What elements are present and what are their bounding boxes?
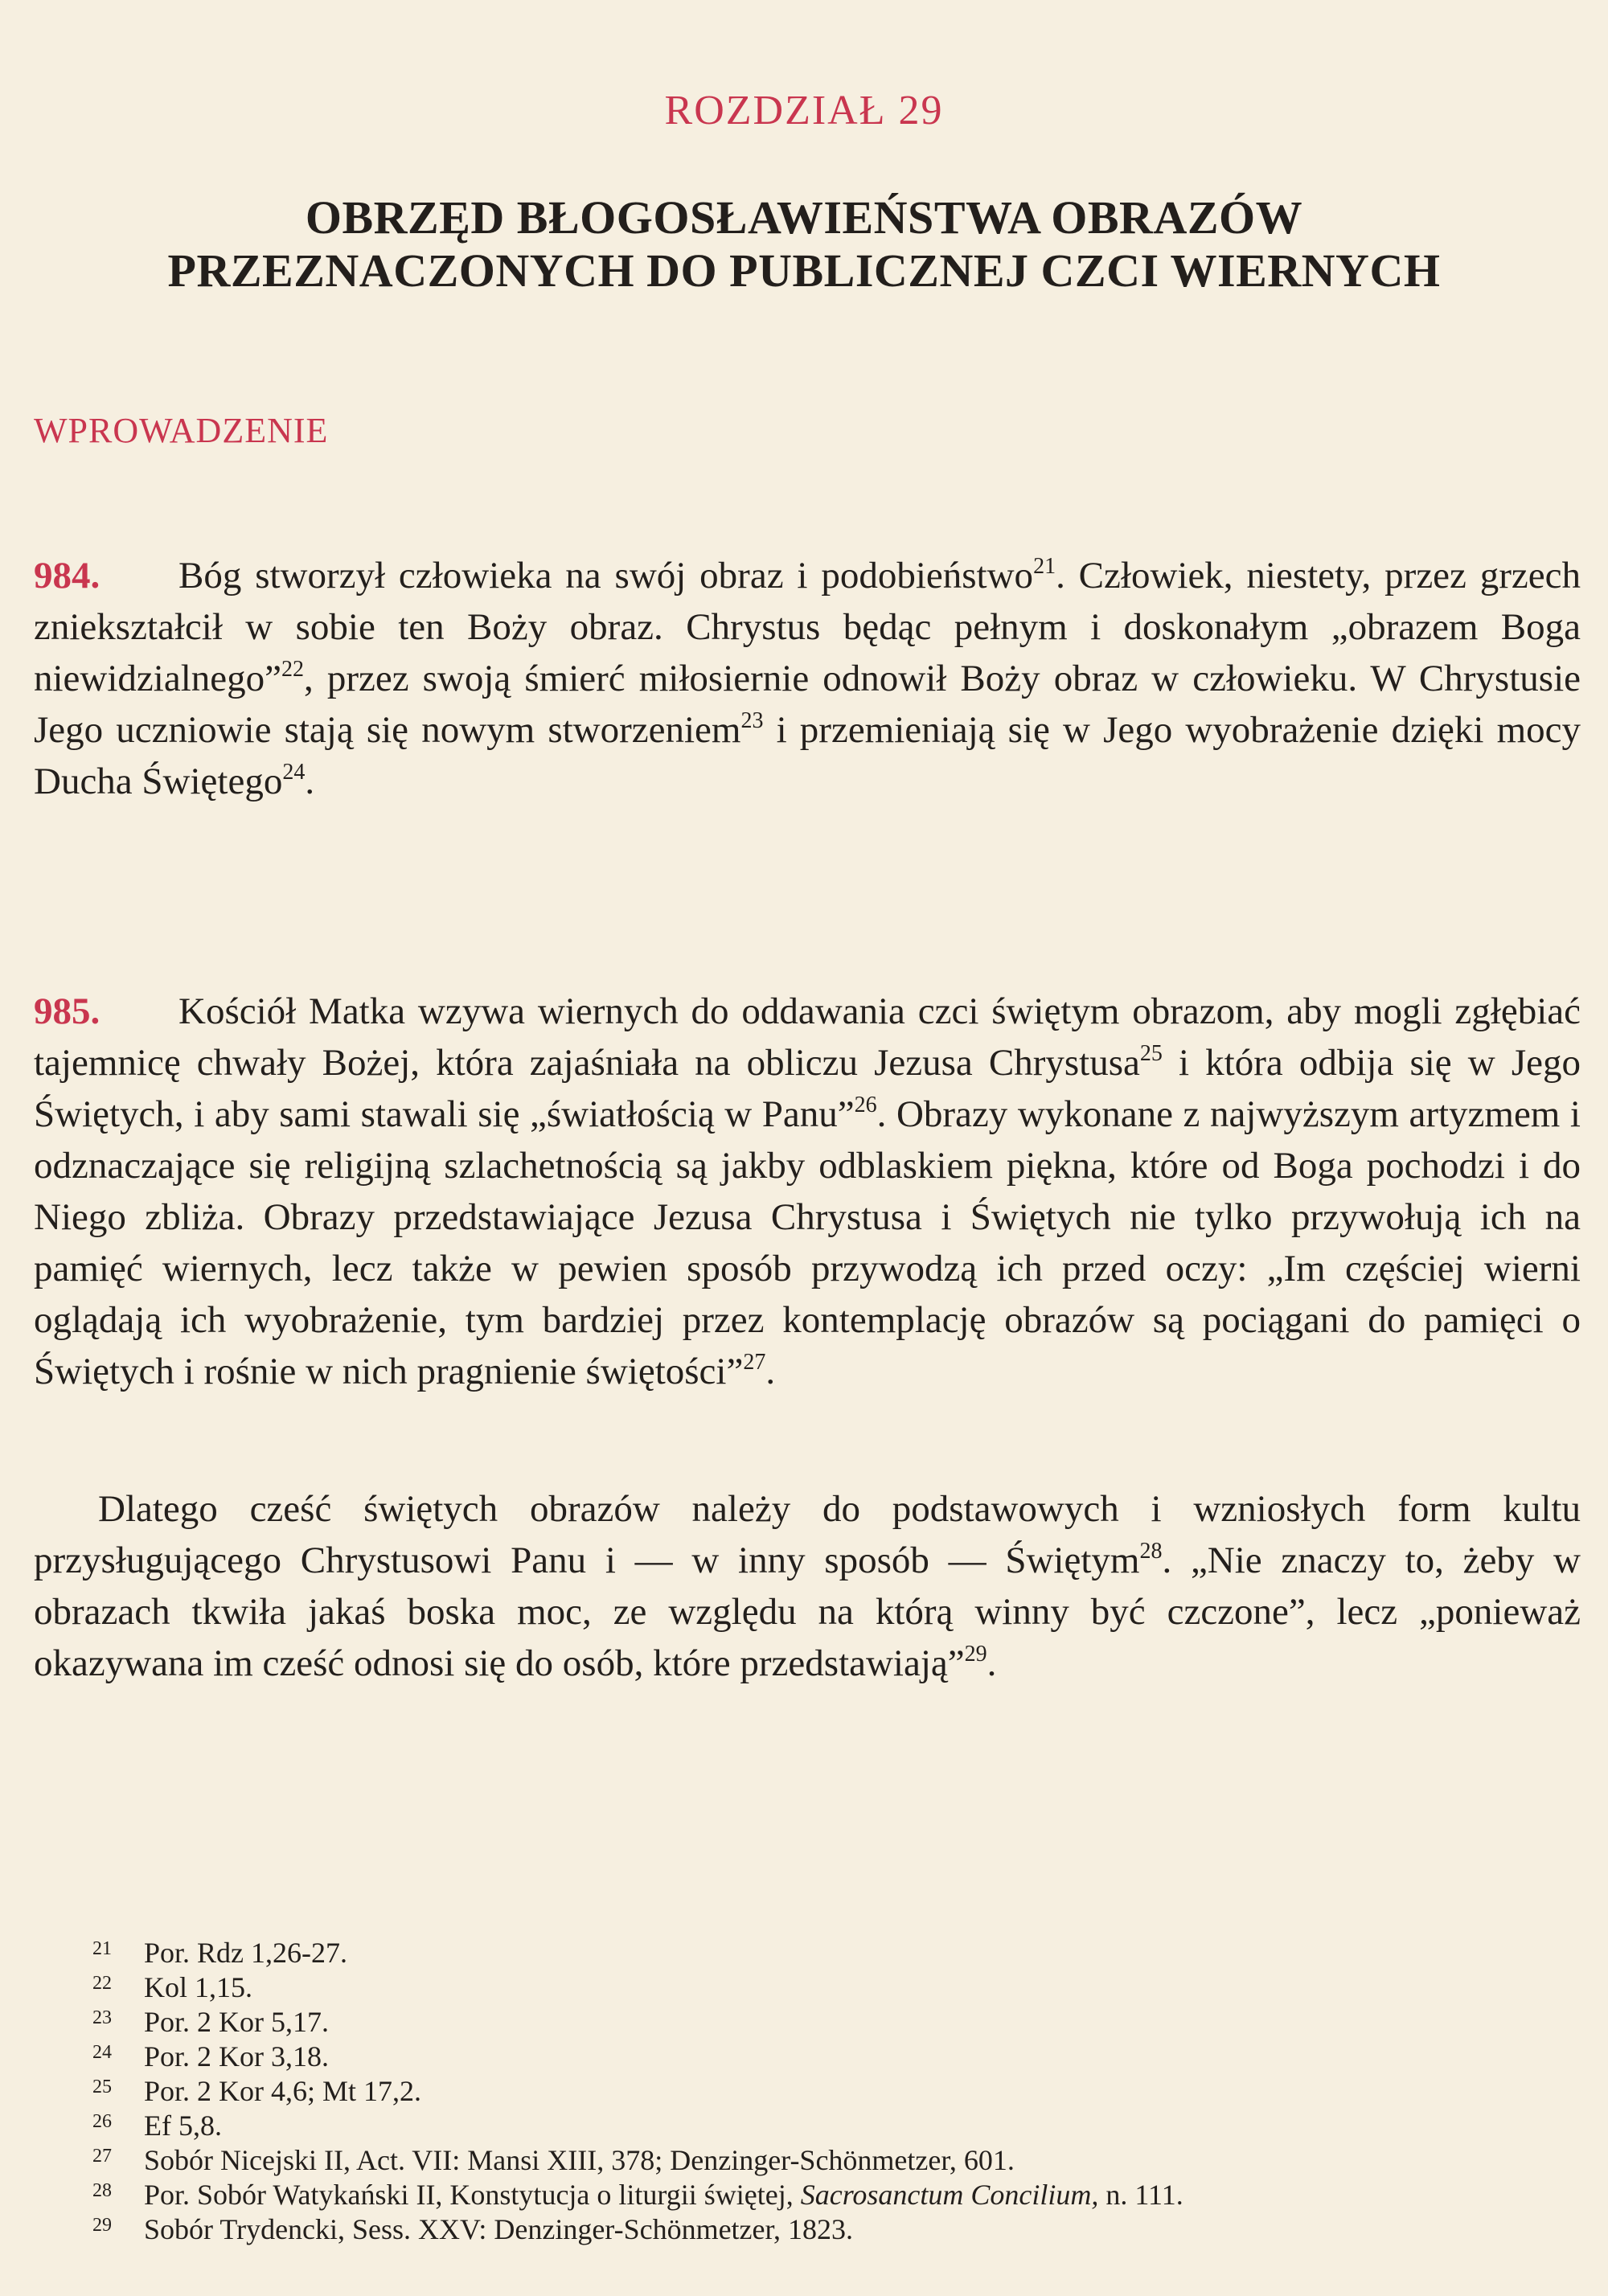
paragraph-text: , przez swoją śmierć miłosiernie odnowił Boży obraz w człowieku. W Chrystusie Jego uczniowie stają się nowym stworzeniem (34, 658, 1581, 751)
footnote-italic-title: Sacrosanctum Concilium, (800, 2179, 1099, 2211)
footnote-ref: 21 (1033, 554, 1056, 579)
footnote-number: 28 (92, 2180, 112, 2201)
footnote (92, 2145, 1580, 2179)
paragraph-text: Bóg stworzył człowieka na swój obraz i podobieństwo (178, 555, 1034, 597)
footnote-text: Por. 2 Kor 3,18. (144, 2040, 330, 2073)
paragraph-text: i która odbija się w Jego Świętych, i aby sami stawali się „światłością w Panu” (34, 1042, 1581, 1135)
paragraph-text: Dlatego cześć świętych obrazów należy do podstawowych i wzniosłych form kultu przysługującego Chrystusowi Panu i — w inny sposób — Świętym (34, 1488, 1581, 1581)
footnote (92, 1937, 1580, 1972)
footnote-ref: 25 (1139, 1041, 1163, 1066)
paragraph-text: . Człowiek, niestety, przez grzech zniekształcił w sobie ten Boży obraz. Chrystus będąc pełnym i doskonałym „obrazem Boga niewidzialnego” (34, 555, 1581, 699)
footnote-text: Sobór Nicejski II, Act. VII: Mansi XIII, 378; Denzinger-Schönmetzer, 601. (144, 2144, 1015, 2176)
footnote (92, 1972, 1580, 2007)
footnote-number: 25 (92, 2077, 112, 2097)
footnote (92, 2179, 1580, 2214)
footnote-number: 27 (92, 2146, 112, 2167)
footnote-text: Por. Rdz 1,26-27. (144, 1937, 348, 1969)
footnote-text: Ef 5,8. (144, 2109, 222, 2142)
footnote-ref: 26 (854, 1093, 877, 1117)
footnote-text-part: n. 111. (1098, 2179, 1183, 2211)
paragraph-text: i przemieniają się w Jego wyobrażenie dzięki mocy Ducha Świętego (34, 709, 1581, 802)
footnote-ref: 29 (964, 1642, 987, 1667)
title-line-2: PRZEZNACZONYCH DO PUBLICZNEJ CZCI WIERNYCH (167, 244, 1441, 297)
paragraph-text: . (305, 761, 315, 802)
paragraph-number: 984. (34, 555, 100, 597)
footnote-text (144, 2179, 1580, 2210)
paragraph-985 (34, 986, 1581, 1397)
footnotes (92, 1937, 1580, 2249)
paragraph-number: 985. (34, 990, 100, 1032)
footnote-ref: 22 (281, 657, 304, 682)
footnote-number: 23 (92, 2007, 112, 2028)
footnote-number: 21 (92, 1938, 112, 1959)
footnote-text: Kol 1,15. (144, 1971, 252, 2003)
paragraph-text: . (765, 1351, 776, 1392)
footnote-text: Por. 2 Kor 4,6; Mt 17,2. (144, 2075, 422, 2107)
paragraph-985-continued (34, 1483, 1581, 1689)
footnote-ref: 27 (743, 1350, 766, 1375)
paragraph-984 (34, 550, 1581, 807)
footnote (92, 2110, 1580, 2145)
footnote-ref: 28 (1139, 1539, 1163, 1564)
footnote-text: Por. 2 Kor 5,17. (144, 2006, 330, 2038)
chapter-heading: ROZDZIAŁ 29 (664, 88, 944, 133)
title-line-1: OBRZĘD BŁOGOSŁAWIEŃSTWA OBRAZÓW (305, 191, 1303, 244)
paragraph-text: . Obrazy wykonane z najwyższym artyzmem i odznaczające się religijną szlachetnością są jakby odblaskiem piękna, które od Boga pochodzi i do Niego zbliża. Obrazy przedstawiające Jezusa Chrystusa i Świętych nie tylko przywołują ich na pamięć wiernych, lecz także w pewien sposób przywodzą ich przed oczy: „Im częściej wierni oglądają ich wyobrażenie, tym bardziej przez kontemplację obrazów są pociągani do pamięci o Świętych i rośnie w nich pragnienie świętości” (34, 1093, 1581, 1392)
footnote-text: Sobór Trydencki, Sess. XXV: Denzinger-Schönmetzer, 1823. (144, 2213, 854, 2245)
footnote-text-part: Por. Sobór Watykański II, Konstytucja o liturgii świętej, (144, 2179, 801, 2211)
footnote (92, 2041, 1580, 2076)
footnote (92, 2214, 1580, 2249)
paragraph-text: . (987, 1642, 997, 1684)
footnote-ref: 24 (282, 760, 306, 785)
footnote (92, 2007, 1580, 2041)
footnote-number: 26 (92, 2111, 112, 2132)
introduction-heading: WPROWADZENIE (34, 411, 329, 450)
chapter-title (56, 191, 1552, 297)
paragraph-text: Kościół Matka wzywa wiernych do oddawania czci świętym obrazom, aby mogli zgłębiać tajemnicę chwały Bożej, która zajaśniała na obliczu Jezusa Chrystusa (34, 990, 1581, 1084)
footnote-number: 24 (92, 2042, 112, 2063)
paragraph-text: . „Nie znaczy to, żeby w obrazach tkwiła jakaś boska moc, ze względu na którą winny być czczone”, lecz „ponieważ okazywana im cześć odnosi się do osób, które przedstawiają” (34, 1540, 1581, 1684)
footnote-number: 29 (92, 2215, 112, 2236)
footnote-ref: 23 (740, 708, 764, 733)
footnote-number: 22 (92, 1973, 112, 1994)
footnote (92, 2076, 1580, 2110)
